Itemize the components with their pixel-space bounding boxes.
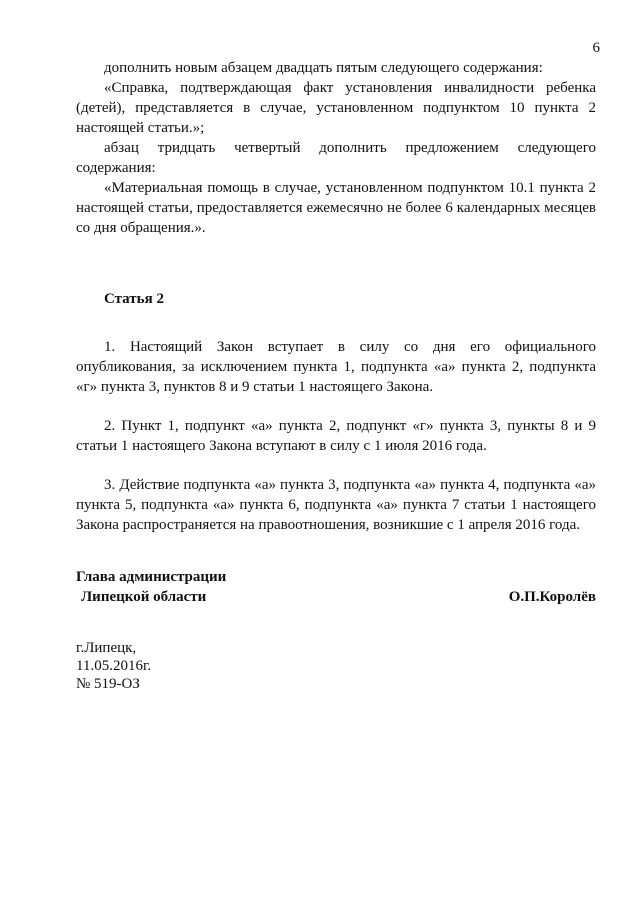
amendment-quote-disability-certificate: «Справка, подтверждающая факт установления инвалидности ребенка (детей), представляется в случае, установленном подпунктом 10 пункта 2 настоящей статьи.»;	[76, 80, 596, 136]
article-2-clause-3: 3. Действие подпункта «а» пункта 3, подпункта «а» пункта 4, подпункта «а» пункта 5, подпункта «а» пункта 6, подпункта «а» пункта 7 статьи 1 настоящего Закона распространяется на правоотношения, возникшие с 1 апреля 2016 года.	[76, 477, 596, 533]
document-number: № 519-ОЗ	[76, 676, 140, 692]
signatory-name: О.П.Королёв	[508, 589, 596, 605]
amendment-quote-material-aid: «Материальная помощь в случае, установленном подпунктом 10.1 пункта 2 настоящей статьи, предоставляется ежемесячно не более 6 календарных месяцев со дня обращения.».	[76, 180, 596, 236]
article-2-title: Статья 2	[104, 291, 164, 307]
article-2-clause-1: 1. Настоящий Закон вступает в силу со дня его официального опубликования, за исключением пункта 1, подпункта «а» пункта 2, подпункта «г» пункта 3, пунктов 8 и 9 статьи 1 настоящего Закона.	[76, 339, 596, 395]
document-body	[76, 58, 596, 535]
amendment-paragraph-34-line: абзац тридцать четвертый дополнить предложением следующего содержания:	[76, 140, 596, 176]
amendment-intro-line: дополнить новым абзацем двадцать пятым следующего содержания:	[104, 60, 543, 76]
signature-row	[76, 587, 596, 607]
signatory-title-line-2: Липецкой области	[81, 589, 207, 605]
document-city: г.Липецк,	[76, 640, 137, 656]
page-number: 6	[592, 40, 600, 56]
signatory-title-line-1: Глава администрации	[76, 569, 227, 585]
document-meta	[76, 639, 151, 693]
document-date: 11.05.2016г.	[76, 658, 152, 674]
signature-block	[76, 567, 596, 607]
article-2-clause-2: 2. Пункт 1, подпункт «а» пункта 2, подпункт «г» пункта 3, пункты 8 и 9 статьи 1 настоящего Закона вступают в силу с 1 июля 2016 года.	[76, 418, 596, 454]
